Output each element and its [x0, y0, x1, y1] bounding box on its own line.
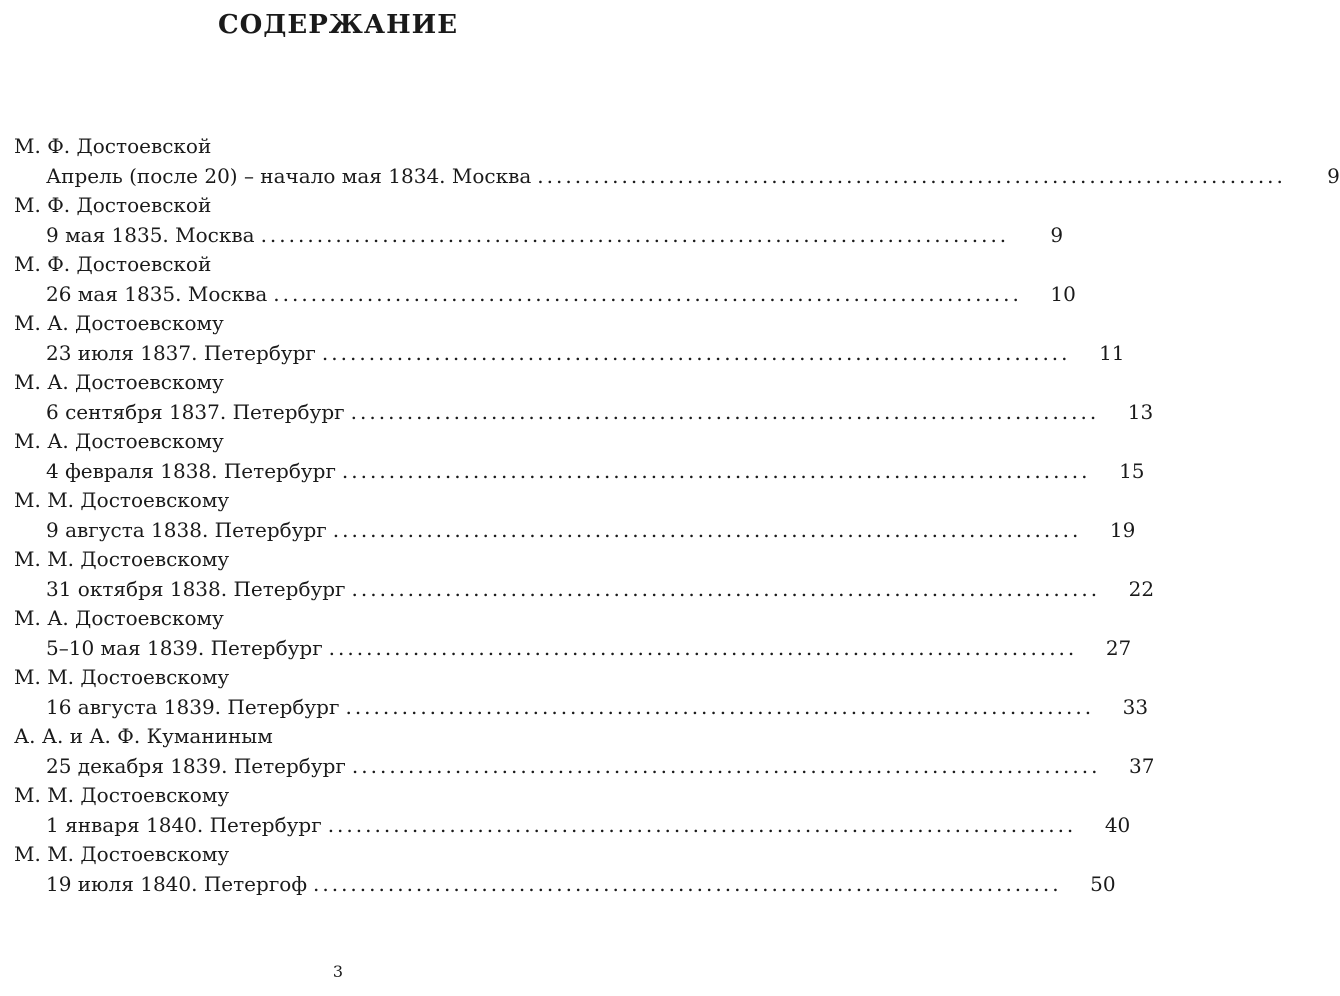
toc-entry-page: 37 — [1129, 754, 1155, 778]
table-of-contents — [14, 131, 1340, 898]
toc-entry-recipient: М. М. Достоевскому — [14, 842, 230, 866]
toc-entry-recipient: М. М. Достоевскому — [14, 783, 230, 807]
dot-leader: ................................................................................ — [260, 223, 1010, 247]
toc-entry-recipient: М. М. Достоевскому — [14, 547, 230, 571]
toc-entry-detail: 9 мая 1835. Москва — [46, 223, 255, 247]
toc-entry-recipient: А. А. и А. Ф. Куманиным — [14, 724, 273, 748]
toc-entry-detail-line — [46, 279, 1076, 309]
toc-entry-page: 40 — [1104, 813, 1131, 837]
toc-entry-detail: 16 августа 1839. Петербург — [46, 695, 340, 719]
toc-entry-detail-line — [46, 810, 1131, 840]
toc-entry-page: 9 — [1327, 164, 1340, 188]
dot-leader: ................................................................................ — [537, 164, 1286, 188]
toc-entry-recipient: М. А. Достоевскому — [14, 370, 224, 394]
dot-leader: ................................................................................ — [351, 577, 1101, 601]
toc-entry-recipient: М. Ф. Достоевской — [14, 134, 212, 158]
toc-entry-detail-line — [46, 633, 1132, 663]
dot-leader: ................................................................................ — [273, 282, 1022, 306]
toc-entry[interactable] — [14, 544, 1155, 603]
toc-entry[interactable] — [14, 662, 1149, 721]
page-number: 3 — [332, 962, 344, 981]
dot-leader: ................................................................................ — [350, 400, 1100, 424]
toc-entry-recipient: М. Ф. Достоевской — [14, 252, 212, 276]
toc-entry-recipient: М. А. Достоевскому — [14, 311, 224, 335]
toc-entry-detail-line — [46, 456, 1145, 486]
contents-title: СОДЕРЖАНИЕ — [217, 10, 459, 40]
toc-entry-recipient: М. Ф. Достоевской — [14, 193, 212, 217]
toc-entry-recipient: М. М. Достоевскому — [14, 665, 230, 689]
toc-entry-page: 22 — [1128, 577, 1155, 601]
toc-entry[interactable] — [14, 603, 1132, 662]
toc-entry-detail-line — [46, 692, 1149, 722]
toc-entry-page: 11 — [1099, 341, 1125, 365]
toc-entry[interactable] — [14, 839, 1116, 898]
toc-entry-page: 13 — [1127, 400, 1154, 424]
toc-entry-page: 15 — [1119, 459, 1145, 483]
toc-entry-detail-line — [46, 397, 1154, 427]
toc-entry-detail: 19 июля 1840. Петергоф — [46, 872, 307, 896]
toc-entry-detail-line — [46, 869, 1116, 899]
toc-entry-detail-line — [46, 220, 1064, 250]
toc-entry-detail-line — [46, 574, 1155, 604]
toc-entry-page: 10 — [1050, 282, 1076, 306]
toc-entry[interactable] — [14, 721, 1155, 780]
toc-entry-detail-line — [46, 338, 1125, 368]
dot-leader: ................................................................................ — [341, 459, 1091, 483]
dot-leader: ................................................................................ — [351, 754, 1101, 778]
toc-entry[interactable] — [14, 131, 1340, 190]
dot-leader: ................................................................................ — [328, 636, 1078, 660]
dot-leader: ................................................................................ — [332, 518, 1082, 542]
toc-entry[interactable] — [14, 249, 1076, 308]
toc-entry[interactable] — [14, 367, 1154, 426]
toc-entry[interactable] — [14, 308, 1125, 367]
toc-entry-recipient: М. М. Достоевскому — [14, 488, 230, 512]
dot-leader: ................................................................................ — [321, 341, 1071, 365]
toc-entry-page: 9 — [1050, 223, 1064, 247]
toc-entry[interactable] — [14, 780, 1131, 839]
toc-entry-detail-line — [46, 515, 1136, 545]
toc-entry-page: 50 — [1090, 872, 1116, 896]
toc-entry[interactable] — [14, 485, 1136, 544]
toc-entry-detail: 31 октября 1838. Петербург — [46, 577, 346, 601]
toc-entry-detail: 23 июля 1837. Петербург — [46, 341, 316, 365]
toc-entry-recipient: М. А. Достоевскому — [14, 606, 224, 630]
toc-entry[interactable] — [14, 426, 1145, 485]
toc-entry-recipient: М. А. Достоевскому — [14, 429, 224, 453]
toc-entry-detail: 9 августа 1838. Петербург — [46, 518, 327, 542]
toc-entry-detail: 5–10 мая 1839. Петербург — [46, 636, 323, 660]
toc-entry[interactable] — [14, 190, 1064, 249]
toc-entry-detail: Апрель (после 20) – начало мая 1834. Москва — [46, 164, 532, 188]
dot-leader: ................................................................................ — [313, 872, 1062, 896]
toc-entry-page: 27 — [1105, 636, 1132, 660]
toc-entry-page: 19 — [1109, 518, 1136, 542]
dot-leader: ................................................................................ — [345, 695, 1095, 719]
toc-entry-detail: 4 февраля 1838. Петербург — [46, 459, 336, 483]
toc-entry-detail: 1 января 1840. Петербург — [46, 813, 322, 837]
dot-leader: ................................................................................ — [327, 813, 1077, 837]
toc-entry-detail: 26 мая 1835. Москва — [46, 282, 268, 306]
toc-entry-page: 33 — [1122, 695, 1149, 719]
toc-entry-detail-line — [46, 161, 1340, 191]
toc-entry-detail: 25 декабря 1839. Петербург — [46, 754, 346, 778]
toc-entry-detail: 6 сентября 1837. Петербург — [46, 400, 345, 424]
toc-entry-detail-line — [46, 751, 1155, 781]
